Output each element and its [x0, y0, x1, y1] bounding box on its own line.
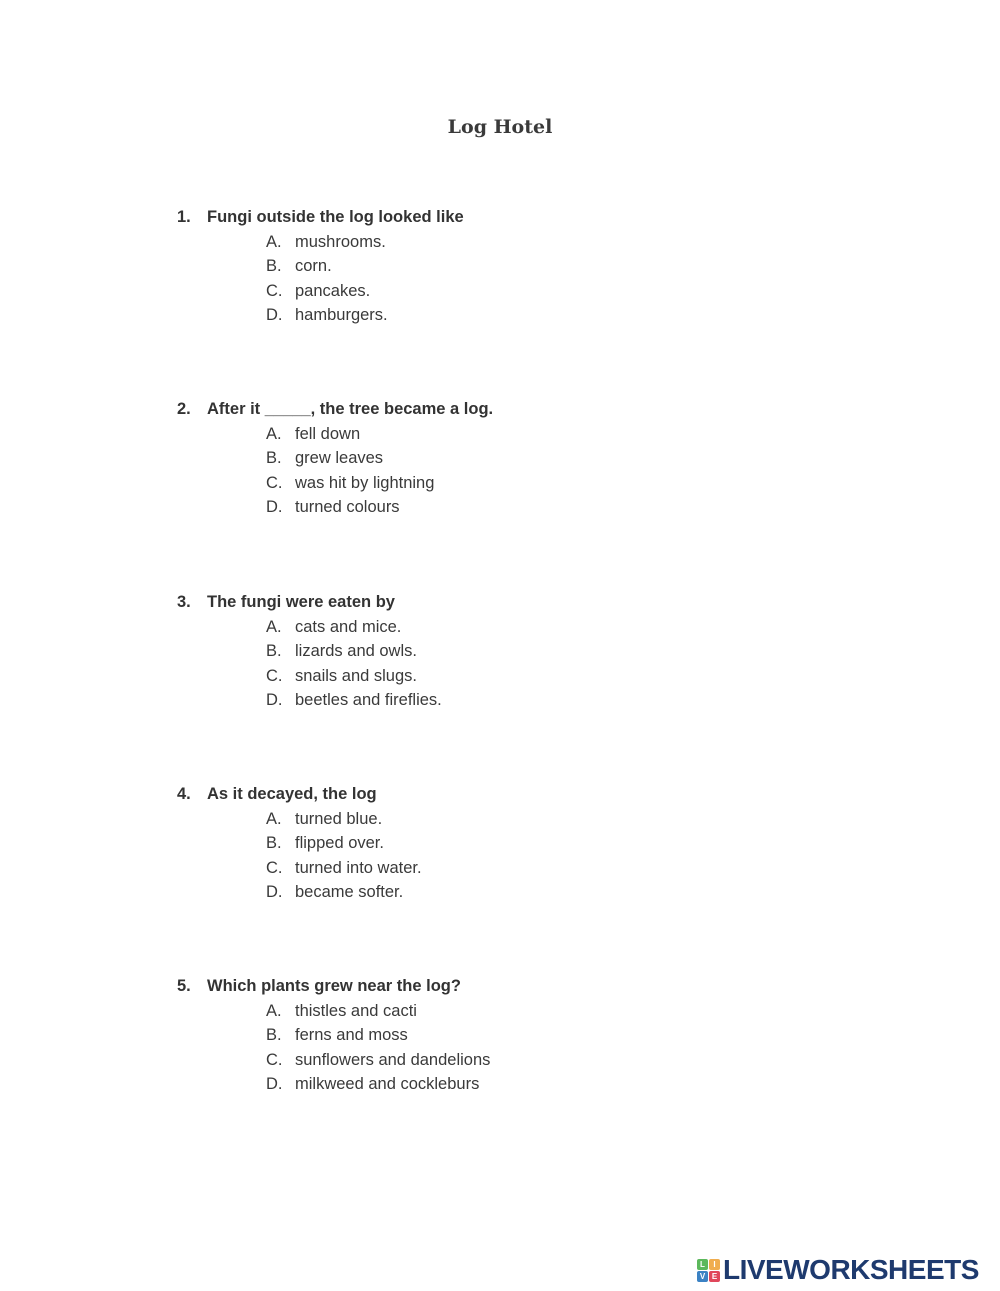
- option-letter: A.: [266, 809, 282, 828]
- option-letter: D.: [266, 498, 283, 516]
- option-d[interactable]: [177, 688, 442, 713]
- option-b[interactable]: [177, 446, 493, 471]
- liveworksheets-logo: [697, 1256, 979, 1284]
- option-letter: C.: [266, 281, 283, 300]
- question-prompt: [177, 397, 493, 422]
- question-4: [177, 782, 422, 905]
- option-text: corn.: [295, 257, 332, 275]
- question-prompt: [177, 590, 442, 615]
- option-b[interactable]: [177, 639, 442, 664]
- option-c[interactable]: [177, 1048, 490, 1073]
- option-letter: D.: [266, 1075, 283, 1093]
- question-text: The fungi were eaten by: [207, 593, 395, 611]
- option-text: became softer.: [295, 883, 404, 901]
- option-letter: C.: [266, 858, 283, 877]
- option-letter: D.: [266, 883, 283, 901]
- option-b[interactable]: [177, 831, 422, 856]
- option-a[interactable]: [177, 422, 493, 447]
- question-prompt: [177, 782, 422, 807]
- option-letter: D.: [266, 691, 283, 709]
- option-a[interactable]: [177, 807, 422, 832]
- option-text: pancakes.: [295, 281, 371, 300]
- option-a[interactable]: [177, 615, 442, 640]
- option-letter: B.: [266, 834, 282, 852]
- worksheet-title: Log Hotel: [447, 116, 553, 138]
- option-c[interactable]: [177, 664, 442, 689]
- option-text: fell down: [295, 424, 361, 443]
- option-text: turned colours: [295, 498, 400, 516]
- question-number: 2.: [177, 400, 191, 418]
- option-d[interactable]: [177, 1072, 490, 1097]
- option-letter: C.: [266, 1050, 283, 1069]
- option-d[interactable]: [177, 880, 422, 905]
- question-text: Fungi outside the log looked like: [207, 208, 464, 226]
- option-text: milkweed and cockleburs: [295, 1075, 480, 1093]
- option-text: thistles and cacti: [295, 1001, 417, 1020]
- option-letter: B.: [266, 1026, 282, 1044]
- option-text: turned into water.: [295, 858, 422, 877]
- option-letter: A.: [266, 1001, 282, 1020]
- option-letter: A.: [266, 617, 282, 636]
- option-d[interactable]: [177, 495, 493, 520]
- question-number: 1.: [177, 208, 191, 226]
- option-text: hamburgers.: [295, 306, 388, 324]
- tile-l: L: [697, 1259, 708, 1270]
- tile-e: E: [709, 1271, 720, 1282]
- question-number: 3.: [177, 593, 191, 611]
- option-b[interactable]: [177, 254, 464, 279]
- option-text: cats and mice.: [295, 617, 402, 636]
- option-letter: B.: [266, 642, 282, 660]
- logo-wordmark: LIVEWORKSHEETS: [723, 1254, 979, 1285]
- option-b[interactable]: [177, 1023, 490, 1048]
- question-number: 5.: [177, 977, 191, 995]
- option-text: lizards and owls.: [295, 642, 417, 660]
- option-letter: D.: [266, 306, 283, 324]
- option-text: was hit by lightning: [295, 473, 435, 492]
- option-text: ferns and moss: [295, 1026, 408, 1044]
- option-text: flipped over.: [295, 834, 384, 852]
- option-c[interactable]: [177, 856, 422, 881]
- option-letter: A.: [266, 424, 282, 443]
- question-1: [177, 205, 464, 328]
- option-text: sunflowers and dandelions: [295, 1050, 491, 1069]
- tile-v: V: [697, 1271, 708, 1282]
- question-prompt: [177, 205, 464, 230]
- option-d[interactable]: [177, 303, 464, 328]
- question-2: [177, 397, 493, 520]
- question-number: 4.: [177, 785, 191, 803]
- question-5: [177, 974, 490, 1097]
- option-letter: B.: [266, 449, 282, 467]
- option-text: snails and slugs.: [295, 666, 417, 685]
- option-a[interactable]: [177, 230, 464, 255]
- option-letter: B.: [266, 257, 282, 275]
- question-text: Which plants grew near the log?: [207, 977, 461, 995]
- option-text: beetles and fireflies.: [295, 691, 442, 709]
- option-letter: C.: [266, 473, 283, 492]
- question-prompt: [177, 974, 490, 999]
- option-text: mushrooms.: [295, 232, 386, 251]
- option-text: grew leaves: [295, 449, 384, 467]
- question-text: After it _____, the tree became a log.: [207, 400, 494, 418]
- option-text: turned blue.: [295, 809, 383, 828]
- tile-i: I: [709, 1259, 720, 1270]
- option-c[interactable]: [177, 471, 493, 496]
- question-3: [177, 590, 442, 713]
- option-letter: C.: [266, 666, 283, 685]
- option-a[interactable]: [177, 999, 490, 1024]
- question-text: As it decayed, the log: [207, 785, 377, 803]
- live-tiles-icon: [697, 1259, 720, 1282]
- option-letter: A.: [266, 232, 282, 251]
- option-c[interactable]: [177, 279, 464, 304]
